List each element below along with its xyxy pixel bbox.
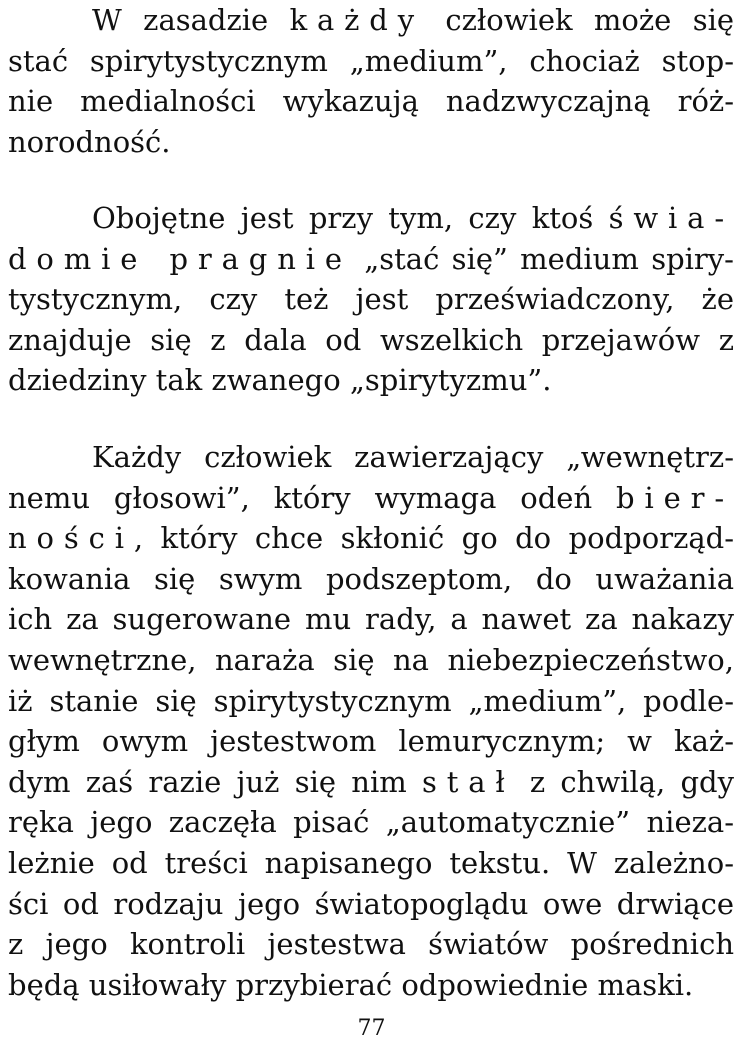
text-segment: Obojętne jest przy tym, czy ktoś (92, 201, 609, 235)
text-line (8, 41, 734, 82)
text-line (8, 640, 734, 681)
paragraph-2 (8, 198, 734, 401)
text-line (8, 279, 734, 320)
text-line (8, 122, 734, 163)
text-line (8, 559, 734, 600)
text-segment: „stać się” medium spiry- (351, 241, 734, 276)
text-segment: człowiek może się (423, 3, 734, 37)
text-segment: stać spirytystycznym „medium”, chociaż stop- (8, 43, 734, 78)
text-segment: z chwilą, gdy (514, 764, 734, 799)
text-line (8, 518, 734, 559)
text-segment: iż stanie się spirytystycznym „medium”, podle- (8, 683, 734, 718)
text-segment: dziedziny tak zwanego „spirytyzmu”. (8, 363, 552, 398)
text-segment: ręka jego zaczęła pisać „automatycznie” nieza- (8, 805, 734, 840)
text-line (8, 802, 734, 843)
text-line (8, 198, 734, 239)
spaced-emphasis: każdy (289, 3, 424, 37)
text-segment: wewnętrzne, naraża się na niebezpieczeństwo, (8, 642, 734, 677)
spaced-emphasis: ności (8, 521, 134, 556)
spaced-emphasis: domie pragnie (8, 241, 352, 276)
text-line (8, 681, 734, 722)
text-line (8, 360, 734, 401)
text-line (8, 239, 734, 280)
text-segment: z jego kontroli jestestwa światów pośrednich (8, 927, 734, 962)
text-segment: Każdy człowiek zawierzający „wewnętrz- (92, 440, 734, 474)
text-segment: znajduje się z dala od wszelkich przejawów z (8, 322, 734, 357)
page-number: 77 (357, 1016, 386, 1041)
text-segment: kowania się swym podszeptom, do uważania (8, 561, 734, 596)
text-segment: dym zaś razie już się nim (8, 764, 422, 799)
text-segment: , który chce skłonić go do podporząd- (133, 521, 734, 556)
text-line (8, 320, 734, 361)
text-segment: nemu głosowi”, który wymaga odeń (8, 480, 617, 515)
text-line (8, 762, 734, 803)
text-line (8, 965, 734, 1006)
spaced-emphasis: bier- (616, 480, 734, 515)
text-line (8, 81, 734, 122)
text-segment: tystycznym, czy też jest przeświadczony, że (8, 282, 734, 317)
text-line (8, 924, 734, 965)
spaced-emphasis: świa- (608, 201, 734, 235)
spaced-emphasis: stał (421, 764, 515, 799)
text-segment: będą usiłowały przybierać odpowiednie maski. (8, 967, 694, 1002)
text-segment: leżnie od treści napisanego tekstu. W zależno- (8, 845, 734, 880)
text-line (8, 843, 734, 884)
text-segment: głym owym jestestwom lemurycznym; w każ- (8, 724, 734, 759)
text-segment: W zasadzie (92, 3, 290, 37)
text-segment: norodność. (8, 124, 171, 159)
text-line (8, 884, 734, 925)
text-line (8, 0, 734, 41)
text-line (8, 721, 734, 762)
paragraph-3 (8, 437, 734, 1005)
text-segment: ści od rodzaju jego światopoglądu owe drwiące (8, 886, 734, 921)
text-line (8, 437, 734, 478)
text-line (8, 599, 734, 640)
text-line (8, 478, 734, 519)
paragraph-1 (8, 0, 734, 162)
text-segment: nie medialności wykazują nadzwyczajną róż- (8, 84, 734, 119)
text-segment: ich za sugerowane mu rady, a nawet za nakazy (8, 602, 734, 637)
